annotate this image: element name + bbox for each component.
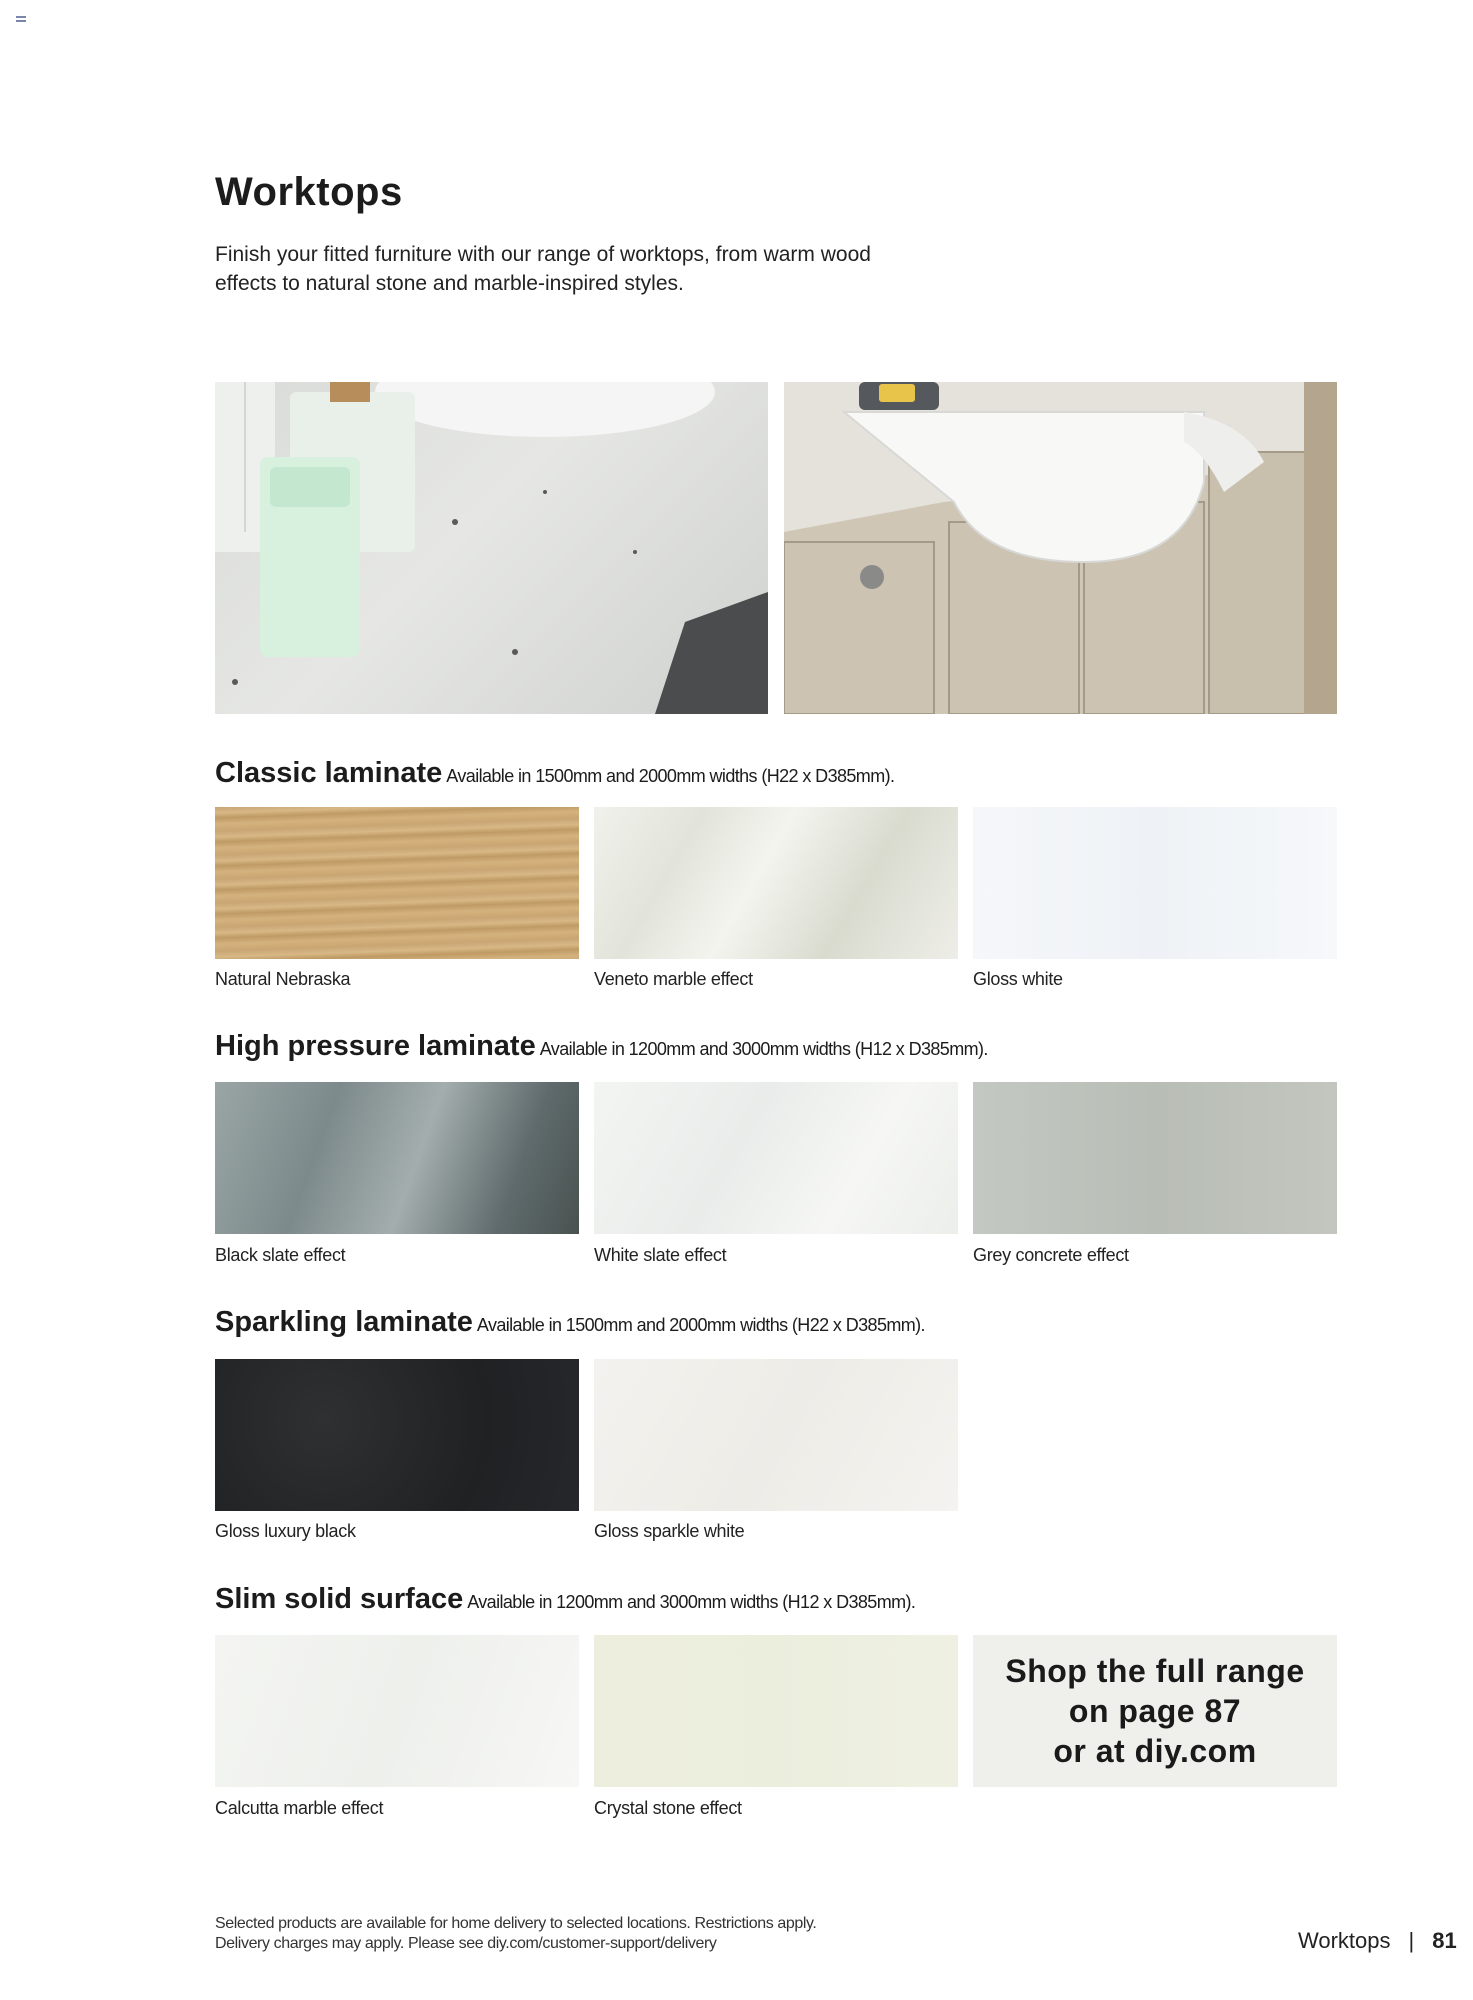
section-size-note: Available in 1500mm and 2000mm widths (H22 x D385mm). bbox=[446, 766, 895, 786]
swatch-caption: Grey concrete effect bbox=[973, 1245, 1129, 1265]
swatch-veneto-marble-effect bbox=[594, 807, 958, 959]
swatch-natural-nebraska bbox=[215, 807, 579, 959]
disclaimer-line: Delivery charges may apply. Please see diy.com/customer-support/delivery bbox=[215, 1935, 717, 1952]
swatch-crystal-stone-effect bbox=[594, 1635, 958, 1787]
delivery-disclaimer bbox=[215, 1914, 816, 1954]
section-title: High pressure laminate bbox=[215, 1030, 536, 1062]
swatch-caption: Black slate effect bbox=[215, 1245, 346, 1265]
swatch-caption: Natural Nebraska bbox=[215, 969, 351, 989]
swatch-gloss-white bbox=[973, 807, 1337, 959]
intro-text: Finish your fitted furniture with our range of worktops, from warm wood effects to natural stone and marble-inspired styles. bbox=[215, 243, 871, 295]
swatch-caption: Gloss luxury black bbox=[215, 1521, 356, 1541]
swatch-white-slate-effect bbox=[594, 1082, 958, 1234]
section-heading-sparkling-laminate bbox=[215, 1306, 925, 1339]
promo-line: or at diy.com bbox=[1053, 1733, 1257, 1769]
page-number: 81 bbox=[1432, 1928, 1457, 1953]
section-size-note: Available in 1500mm and 2000mm widths (H22 x D385mm). bbox=[476, 1315, 925, 1335]
swatch-caption: Calcutta marble effect bbox=[215, 1798, 384, 1818]
hero-photo-vanity-basin bbox=[784, 382, 1337, 714]
page-title: Worktops bbox=[215, 170, 403, 214]
section-size-note: Available in 1200mm and 3000mm widths (H12 x D385mm). bbox=[467, 1592, 916, 1612]
swatch-calcutta-marble-effect bbox=[215, 1635, 579, 1787]
corner-mark-icon bbox=[16, 16, 26, 24]
disclaimer-line: Selected products are available for home delivery to selected locations. Restrictions apply. bbox=[215, 1915, 817, 1932]
swatch-grey-concrete-effect bbox=[973, 1082, 1337, 1234]
section-heading-slim-solid-surface bbox=[215, 1583, 915, 1616]
section-heading-high-pressure-laminate bbox=[215, 1030, 988, 1063]
swatch-gloss-luxury-black bbox=[215, 1359, 579, 1511]
promo-line: Shop the full range bbox=[1005, 1653, 1305, 1689]
swatch-black-slate-effect bbox=[215, 1082, 579, 1234]
section-heading-classic-laminate bbox=[215, 757, 894, 790]
section-size-note: Available in 1200mm and 3000mm widths (H12 x D385mm). bbox=[539, 1039, 988, 1059]
swatch-caption: White slate effect bbox=[594, 1245, 727, 1265]
swatch-caption: Gloss white bbox=[973, 969, 1063, 989]
footer-separator: | bbox=[1408, 1928, 1415, 1953]
section-title: Classic laminate bbox=[215, 757, 443, 789]
page-footer-label bbox=[1298, 1928, 1457, 1954]
shop-full-range-promo bbox=[973, 1635, 1337, 1787]
swatch-caption: Veneto marble effect bbox=[594, 969, 753, 989]
promo-line: on page 87 bbox=[1068, 1693, 1242, 1729]
section-title: Sparkling laminate bbox=[215, 1306, 473, 1338]
swatch-caption: Crystal stone effect bbox=[594, 1798, 742, 1818]
swatch-gloss-sparkle-white bbox=[594, 1359, 958, 1511]
section-title: Slim solid surface bbox=[215, 1583, 464, 1615]
footer-section-name: Worktops bbox=[1298, 1928, 1391, 1953]
hero-photo-worktop-closeup bbox=[215, 382, 768, 714]
swatch-caption: Gloss sparkle white bbox=[594, 1521, 745, 1541]
